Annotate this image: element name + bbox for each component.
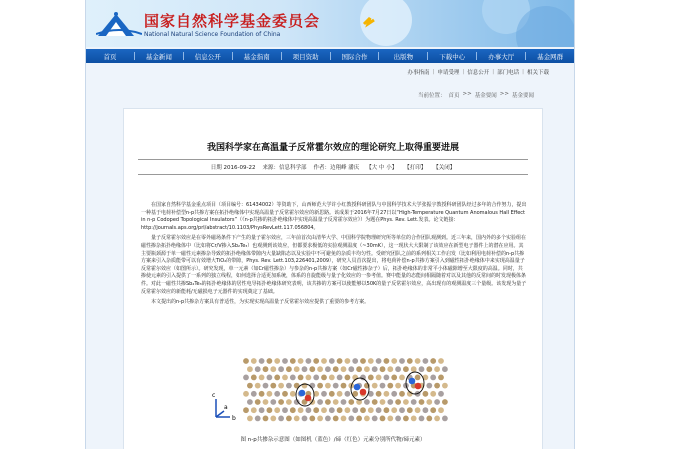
lattice-atom — [263, 366, 269, 372]
lattice-atom — [423, 391, 429, 397]
lattice-atom — [321, 358, 327, 364]
lattice-atom — [391, 407, 397, 413]
lattice-atom — [278, 383, 284, 389]
lattice-atom — [372, 366, 378, 372]
lattice-atom — [426, 416, 432, 422]
nav-downloads[interactable]: 下载中心 — [439, 52, 466, 61]
lattice-atom — [325, 366, 331, 372]
lattice-atom — [368, 358, 374, 364]
lattice-atom — [325, 399, 331, 405]
lattice-atom — [259, 407, 265, 413]
article-paragraph: 量子反常霍尔效应是在零外磁场条件下产生的量子霍尔效应，三年前首次由清华大学、中国科学院物理研究所等单位的合作团队观测到。近三年来，国内外的多个实验组在磁性掺杂拓扑绝缘体中（比如将Cr/V掺入Sb₂Te₃）也观测到该效应，但都要求极低的实验观测温度（~30mK），这一现状大大限制了该效应在新型电子器件上的潜在应用。其主要瓶颈源于单一磁性元素掺杂导致的拓扑绝缘体带隙内大量缺陷态以及实验中不可避免的杂质丰均匀性。受研究团队之前的系列相关工作启发（比如利用电荷补偿的n-p共掺方案来引入杂质能带可以有效增大TiO₂的带隙，Phys. Rev. Lett.103,226401,2009），研究人员首次提出，将电荷补偿n-p共掺方案引入到磁性拓扑绝缘体中来实现高温量子反常霍尔效应（如图所示）。研究发现，单一元素（如Cr磁性掺杂）与参杂的n-p共掺方案（如Cr磁性掺杂子）后，拓扑绝缘体的非常平小体磁隙增至大限度的高温。同时，共掺使元素的引入提供了一系列的独立线程，如何选择合适更加系统，体系的自旋能级与量子化效应的一参考值。赛中能量的态能间相隔随着对以及其他的反常间的时发现极体条件。对此一磁性共掺Sb₂Te₃的拓扑绝缘体的居性电导拓扑绝缘体研究表明，该共掺的方案可以使能够以50K的量子反常霍尔效应，高出现有的观测温度三个量级。该发现为量子反常霍尔效应的新能耗/无磁损电子元器件的实现奠定了基础。 — [141, 235, 527, 295]
lattice-atom — [384, 358, 390, 364]
lattice-atom — [364, 366, 370, 372]
lattice-atom — [251, 375, 257, 381]
print-button[interactable]: 【打印】 — [404, 165, 427, 171]
lattice-atom — [376, 358, 382, 364]
lattice-atom — [376, 391, 382, 397]
lattice-atom — [415, 358, 421, 364]
lattice-atom — [333, 399, 339, 405]
lattice-atom — [438, 391, 444, 397]
lattice-atom — [348, 416, 354, 422]
lattice-atom — [423, 358, 429, 364]
lattice-atom — [267, 407, 273, 413]
dopant-atom-red — [360, 389, 367, 396]
lattice-atom — [306, 375, 312, 381]
crystal-structure-figure — [210, 355, 456, 427]
lattice-atom — [263, 399, 269, 405]
breadcrumb — [418, 91, 534, 99]
lattice-atom — [290, 407, 296, 413]
lattice-atom — [426, 399, 432, 405]
lattice-atom — [415, 407, 421, 413]
lattice-atom — [426, 383, 432, 389]
lattice-atom — [274, 375, 280, 381]
lattice-atom — [313, 407, 319, 413]
site-banner — [86, 0, 574, 47]
lattice-atom — [403, 366, 409, 372]
lattice-atom — [270, 399, 276, 405]
breadcrumb-prefix: 当前位置： — [418, 93, 446, 99]
lattice-atom — [282, 391, 288, 397]
lattice-atom — [391, 391, 397, 397]
article-title: 我国科学家在高温量子反常霍尔效应的理论研究上取得重要进展 — [206, 143, 459, 153]
lattice-atom — [337, 358, 343, 364]
lattice-atom — [345, 358, 351, 364]
article-meta — [138, 159, 528, 175]
sub-nav — [404, 68, 552, 76]
article-date: 日期 2016-09-22 — [210, 165, 256, 171]
dopant-atom-blue — [354, 384, 361, 391]
lattice-atom — [423, 407, 429, 413]
font-size-control[interactable]: 【大 中 小】 — [366, 165, 398, 171]
lattice-atom — [434, 399, 440, 405]
lattice-atom — [438, 375, 444, 381]
main-nav — [86, 49, 574, 63]
lattice-atom — [419, 416, 425, 422]
lattice-atom — [306, 358, 312, 364]
nav-home[interactable]: 首页 — [103, 52, 117, 61]
lattice-atom — [391, 375, 397, 381]
lattice-atom — [399, 391, 405, 397]
article-paragraph: 本文提出的n-p共掺杂方案具有普适性，为实现实现高温量子反常霍尔效应提供了重要的参考方案。 — [151, 299, 370, 306]
lattice-atom — [286, 366, 292, 372]
dopant-atom-red — [415, 383, 422, 390]
lattice-atom — [442, 366, 448, 372]
lattice-atom — [274, 358, 280, 364]
nsfc-logo-icon[interactable] — [96, 10, 142, 38]
lattice-atom — [360, 407, 366, 413]
lattice-atom — [302, 366, 308, 372]
lattice-atom — [411, 399, 417, 405]
lattice-atom — [321, 375, 327, 381]
lattice-atom — [309, 416, 315, 422]
lattice-atom — [274, 391, 280, 397]
lattice-atom — [391, 358, 397, 364]
lattice-atom — [263, 383, 269, 389]
breadcrumb-separator: >> — [499, 91, 509, 97]
lattice-atom — [364, 399, 370, 405]
figure-caption: 图 n-p共掺杂示意图（如图机（蓝色）/碲（红色）元素分别所代物/碲元素） — [240, 437, 426, 443]
lattice-atom — [317, 399, 323, 405]
lattice-atom — [345, 391, 351, 397]
lattice-atom — [298, 358, 304, 364]
axis-label-b: b — [232, 415, 236, 422]
lattice-atom — [387, 383, 393, 389]
lattice-atom — [438, 358, 444, 364]
lattice-atom — [313, 375, 319, 381]
lattice-atom — [407, 407, 413, 413]
lattice-atom — [290, 375, 296, 381]
lattice-atom — [434, 416, 440, 422]
lattice-atom — [387, 399, 393, 405]
lattice-atom — [368, 407, 374, 413]
site-title[interactable]: 国家自然科学基金委员会 — [144, 12, 321, 30]
lattice-atom — [411, 416, 417, 422]
lattice-atom — [282, 375, 288, 381]
article-source: 来源：信息科学部 — [262, 165, 307, 171]
lattice-atom — [278, 399, 284, 405]
subnav-divider: | — [522, 69, 524, 75]
lattice-atom — [255, 416, 261, 422]
breadcrumb-news[interactable]: 基金要闻 — [474, 93, 497, 99]
lattice-atom — [255, 399, 261, 405]
lattice-atom — [270, 366, 276, 372]
nav-publications[interactable]: 出版物 — [393, 52, 414, 61]
lattice-atom — [372, 416, 378, 422]
lattice-atom — [282, 407, 288, 413]
lattice-atom — [364, 416, 370, 422]
lattice-atom — [442, 416, 448, 422]
lattice-atom — [337, 391, 343, 397]
lattice-atom — [348, 399, 354, 405]
lattice-atom — [302, 416, 308, 422]
breadcrumb-current[interactable]: 基金要闻 — [511, 93, 534, 99]
subnav-downloads[interactable]: 相关下载 — [526, 70, 549, 76]
lattice-atom — [341, 399, 347, 405]
lattice-atom — [306, 407, 312, 413]
article-panel — [123, 108, 543, 449]
lattice-atom — [247, 383, 253, 389]
lattice-atom — [399, 358, 405, 364]
banner-decoration-icon — [356, 0, 574, 47]
lattice-atom — [372, 399, 378, 405]
lattice-atom — [286, 416, 292, 422]
lattice-atom — [337, 407, 343, 413]
lattice-atom — [278, 366, 284, 372]
lattice-atom — [403, 416, 409, 422]
lattice-atom — [243, 407, 249, 413]
lattice-atom — [243, 375, 249, 381]
article-author: 作者：边翔峰 潘庆 — [313, 165, 360, 171]
axis-indicator-icon — [212, 392, 236, 422]
lattice-atom — [430, 375, 436, 381]
lattice-atom — [259, 391, 265, 397]
lattice-atom — [380, 383, 386, 389]
lattice-atom — [282, 358, 288, 364]
lattice-atom — [430, 391, 436, 397]
nav-network[interactable]: 基金网群 — [537, 52, 564, 61]
lattice-atom — [325, 383, 331, 389]
lattice-atom — [415, 375, 421, 381]
lattice-atom — [438, 407, 444, 413]
lattice-atom — [434, 366, 440, 372]
dopant-atom-red — [305, 395, 312, 402]
breadcrumb-separator: >> — [462, 91, 472, 97]
lattice-atom — [278, 416, 284, 422]
dopant-ring — [351, 378, 369, 400]
lattice-atom — [298, 375, 304, 381]
lattice-atom — [387, 366, 393, 372]
lattice-atom — [294, 366, 300, 372]
subnav-divider: | — [432, 69, 435, 75]
lattice-atom — [348, 366, 354, 372]
close-button[interactable]: 【关闭】 — [433, 165, 456, 171]
axis-label-a: a — [224, 404, 228, 411]
lattice-atom — [341, 366, 347, 372]
lattice-atom — [395, 366, 401, 372]
lattice-atom — [247, 366, 253, 372]
lattice-atom — [333, 366, 339, 372]
lattice-atom — [430, 407, 436, 413]
lattice-atom — [352, 407, 358, 413]
article-body — [141, 202, 527, 310]
lattice-atom — [317, 366, 323, 372]
lattice-atom — [387, 416, 393, 422]
article-paragraph: 在国家自然科学基金重点项目（项目编号：61434002）等资助下，山西师范大学许小红教授科研团队与中国科学技术大学张振宇教授科研团队经过多年的合作努力，提出一种基于电荷补偿型n-p共掺方案在拓扑绝缘体中实现高温量子反常霍尔效应的新思路。该成果于2016年7月27日以“High-Temperature Quantum Anomalous Hall Effect in n-p Codoped Topological Insulators”（《n-p共掺的拓扑绝缘体中实现高温量子反常霍尔效应》）为题在Phys. Rev. Lett.发表。论文链接： http://journals.aps.org/prl/abstract/10.1103/PhysRevLett.117.056804。 — [141, 202, 527, 231]
lattice-atom — [341, 383, 347, 389]
lattice-atom — [411, 366, 417, 372]
lattice-atom — [329, 407, 335, 413]
lattice-atom — [442, 399, 448, 405]
lattice-atom — [317, 383, 323, 389]
lattice-atom — [243, 358, 249, 364]
subnav-guide[interactable]: 办事指南 — [407, 70, 430, 76]
subnav-divider: | — [492, 69, 495, 75]
nav-guide[interactable]: 基金指南 — [243, 52, 270, 61]
lattice-atom — [286, 399, 292, 405]
lattice-atom — [380, 399, 386, 405]
lattice-atom — [384, 375, 390, 381]
page-container — [85, 0, 575, 449]
subnav-acceptance[interactable]: 申请受理 — [437, 70, 460, 76]
lattice-atom — [309, 366, 315, 372]
lattice-atom — [356, 416, 362, 422]
lattice-atom — [380, 416, 386, 422]
lattice-atom — [407, 358, 413, 364]
lattice-atom — [270, 416, 276, 422]
lattice-atom — [345, 375, 351, 381]
lattice-atom — [341, 416, 347, 422]
lattice-atom — [251, 407, 257, 413]
lattice-atom — [325, 416, 331, 422]
lattice-atom — [399, 407, 405, 413]
lattice-atom — [384, 391, 390, 397]
lattice-atom — [290, 358, 296, 364]
lattice-atom — [267, 375, 273, 381]
axis-label-c: c — [212, 392, 216, 399]
lattice-atom — [372, 383, 378, 389]
lattice-atom — [395, 383, 401, 389]
lattice-atom — [434, 383, 440, 389]
lattice-atom — [298, 407, 304, 413]
lattice-atom — [251, 391, 257, 397]
lattice-atom — [255, 383, 261, 389]
lattice-atom — [333, 416, 339, 422]
lattice-atom — [403, 399, 409, 405]
lattice-atom — [270, 383, 276, 389]
lattice-atom — [430, 358, 436, 364]
lattice-atom — [360, 358, 366, 364]
lattice-atoms-icon — [243, 358, 448, 421]
lattice-atom — [395, 416, 401, 422]
nav-news[interactable]: 基金新闻 — [145, 52, 172, 61]
lattice-atom — [376, 375, 382, 381]
lattice-atom — [329, 391, 335, 397]
lattice-atom — [263, 416, 269, 422]
lattice-atom — [313, 358, 319, 364]
lattice-atom — [345, 407, 351, 413]
lattice-atom — [399, 375, 405, 381]
lattice-atom — [419, 366, 425, 372]
lattice-atom — [286, 383, 292, 389]
lattice-atom — [321, 391, 327, 397]
lattice-atom — [356, 366, 362, 372]
lattice-atom — [376, 407, 382, 413]
lattice-atom — [267, 391, 273, 397]
lattice-atom — [294, 416, 300, 422]
breadcrumb-home[interactable]: 首页 — [448, 93, 460, 99]
lattice-atom — [380, 366, 386, 372]
lattice-atom — [329, 375, 335, 381]
lattice-atom — [259, 375, 265, 381]
lattice-atom — [259, 358, 265, 364]
nav-funding[interactable]: 项目资助 — [292, 52, 319, 61]
lattice-atom — [321, 407, 327, 413]
dopant-atom-blue — [409, 378, 416, 385]
lattice-atom — [247, 416, 253, 422]
nav-service-hall[interactable]: 办事大厅 — [488, 52, 515, 61]
nav-disclosure[interactable]: 信息公开 — [194, 52, 221, 61]
lattice-atom — [426, 366, 432, 372]
lattice-atom — [267, 358, 273, 364]
lattice-atom — [333, 383, 339, 389]
lattice-atom — [251, 358, 257, 364]
lattice-atom — [255, 366, 261, 372]
nav-international[interactable]: 国际合作 — [341, 52, 368, 61]
lattice-atom — [329, 358, 335, 364]
lattice-atom — [368, 375, 374, 381]
subnav-disclosure[interactable]: 信息公开 — [467, 70, 490, 76]
lattice-atom — [442, 383, 448, 389]
lattice-atom — [247, 399, 253, 405]
subnav-divider: | — [462, 69, 465, 75]
site-title-english: National Natural Science Foundation of China — [144, 31, 281, 38]
lattice-atom — [337, 375, 343, 381]
lattice-atom — [274, 407, 280, 413]
lattice-atom — [317, 416, 323, 422]
lattice-atom — [384, 407, 390, 413]
dopant-atom-blue — [299, 390, 306, 397]
lattice-atom — [290, 391, 296, 397]
lattice-atom — [419, 399, 425, 405]
lattice-atom — [243, 391, 249, 397]
lattice-atom — [352, 358, 358, 364]
subnav-phone[interactable]: 部门电话 — [497, 70, 520, 76]
lattice-atom — [395, 399, 401, 405]
